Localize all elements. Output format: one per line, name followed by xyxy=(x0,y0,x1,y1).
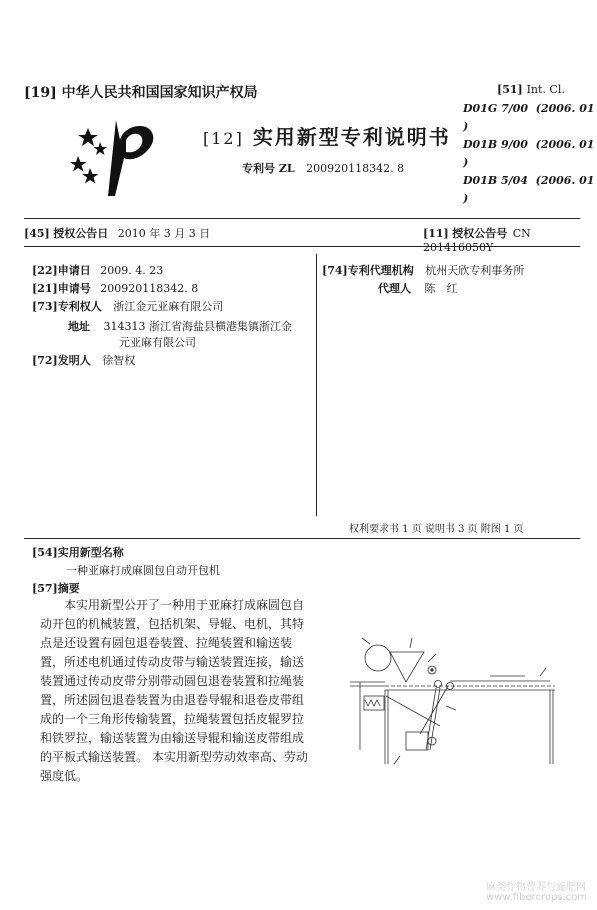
abstract-line: 强度低。 xyxy=(40,769,89,783)
grant-date-label: 授权公告日 xyxy=(53,227,109,240)
patent-agent: 代理人 陈 红 xyxy=(378,282,458,295)
grant-number-code: [11] xyxy=(423,227,449,240)
grant-date-line xyxy=(24,225,210,241)
application-number: [21]申请号 200920118342. 8 xyxy=(32,282,199,295)
intcl-header xyxy=(497,83,565,96)
doc-title-line xyxy=(203,121,451,150)
divider-grant xyxy=(24,246,580,247)
classification-item: D01B 5/04 (2006. 01 ) xyxy=(463,174,595,205)
grant-number-line xyxy=(423,225,597,254)
patent-number-line xyxy=(242,160,404,176)
watermark-site-name: 麻类作物营养与施肥网 xyxy=(486,882,586,893)
abstract-line: 的平板式输送装置。 本实用新型劳动效率高、劳动 xyxy=(40,750,308,764)
classification-item: D01G 7/00 (2006. 01 ) xyxy=(463,102,595,133)
divider-top xyxy=(24,218,580,219)
utility-model-title-header: [54]实用新型名称 xyxy=(32,546,124,559)
abstract-body xyxy=(40,596,322,786)
page-counts: 权利要求书 1 页 说明书 3 页 附图 1 页 xyxy=(349,524,524,535)
utility-model-title: 一种亚麻打成麻圆包自动开包机 xyxy=(66,564,220,577)
abstract-line: 置，所述圆包退卷装置为由退卷导辊和退卷皮带组 xyxy=(40,693,305,707)
grant-number-value: CN 201416050Y xyxy=(423,227,531,254)
office-name: 中华人民共和国国家知识产权局 xyxy=(61,85,258,101)
holder-address-line2: 元亚麻有限公司 xyxy=(119,336,196,349)
abstract-header: [57]摘要 xyxy=(32,582,80,595)
grant-number-label: 授权公告号 xyxy=(452,227,508,240)
office-code: [19] xyxy=(24,85,57,101)
classification-list xyxy=(463,100,597,208)
divider-middle xyxy=(24,538,580,539)
office-line xyxy=(24,82,258,102)
abstract-line: 动开包的机械装置，包括机架、导辊、电机，其特 xyxy=(40,617,305,631)
abstract-line: 成的一个三角形传输装置，拉绳装置包括皮辊罗拉 xyxy=(40,712,305,726)
patent-number-label: 专利号 ZL xyxy=(242,162,295,175)
doc-code: [12] xyxy=(203,129,244,148)
holder-address: 地址 314313 浙江省海盐县横港集镇浙江金 xyxy=(68,320,292,333)
grant-date-value: 2010 年 3 月 3 日 xyxy=(117,227,211,240)
abstract-line: 点是还设置有圆包退卷装置、拉绳装置和输送装 xyxy=(40,636,293,650)
abstract-line: 装置通过传动皮带分别带动圆包退卷装置和拉绳装 xyxy=(40,674,305,688)
grant-date-code: [45] xyxy=(24,227,50,240)
watermark-url: www.fibercrops.com xyxy=(486,892,588,903)
abstract-line: 置，所述电机通过传动皮带与输送装置连接，输送 xyxy=(40,655,305,669)
inventor: [72]发明人 徐智权 xyxy=(32,354,136,367)
column-divider xyxy=(316,254,317,516)
machine-drawing xyxy=(340,626,565,771)
classification-item: D01B 9/00 (2006. 01 ) xyxy=(463,138,595,169)
patent-agency: [74]专利代理机构 杭州天欣专利事务所 xyxy=(322,264,525,277)
patent-holder: [73]专利权人 浙江金元亚麻有限公司 xyxy=(32,300,224,313)
intcl-label: Int. Cl. xyxy=(526,83,565,96)
doc-title: 实用新型专利说明书 xyxy=(252,125,451,149)
application-date: [22]申请日 2009. 4. 23 xyxy=(32,264,164,277)
intcl-code: [51] xyxy=(497,83,523,96)
abstract-line: 和铁罗拉，输送装置为由输送导辊和输送皮带组成 xyxy=(40,731,305,745)
patent-number: 200920118342. 8 xyxy=(306,162,405,175)
abstract-line: 本实用新型公开了一种用于亚麻打成麻圆包自 xyxy=(40,598,305,612)
emblem-logo xyxy=(68,118,168,200)
